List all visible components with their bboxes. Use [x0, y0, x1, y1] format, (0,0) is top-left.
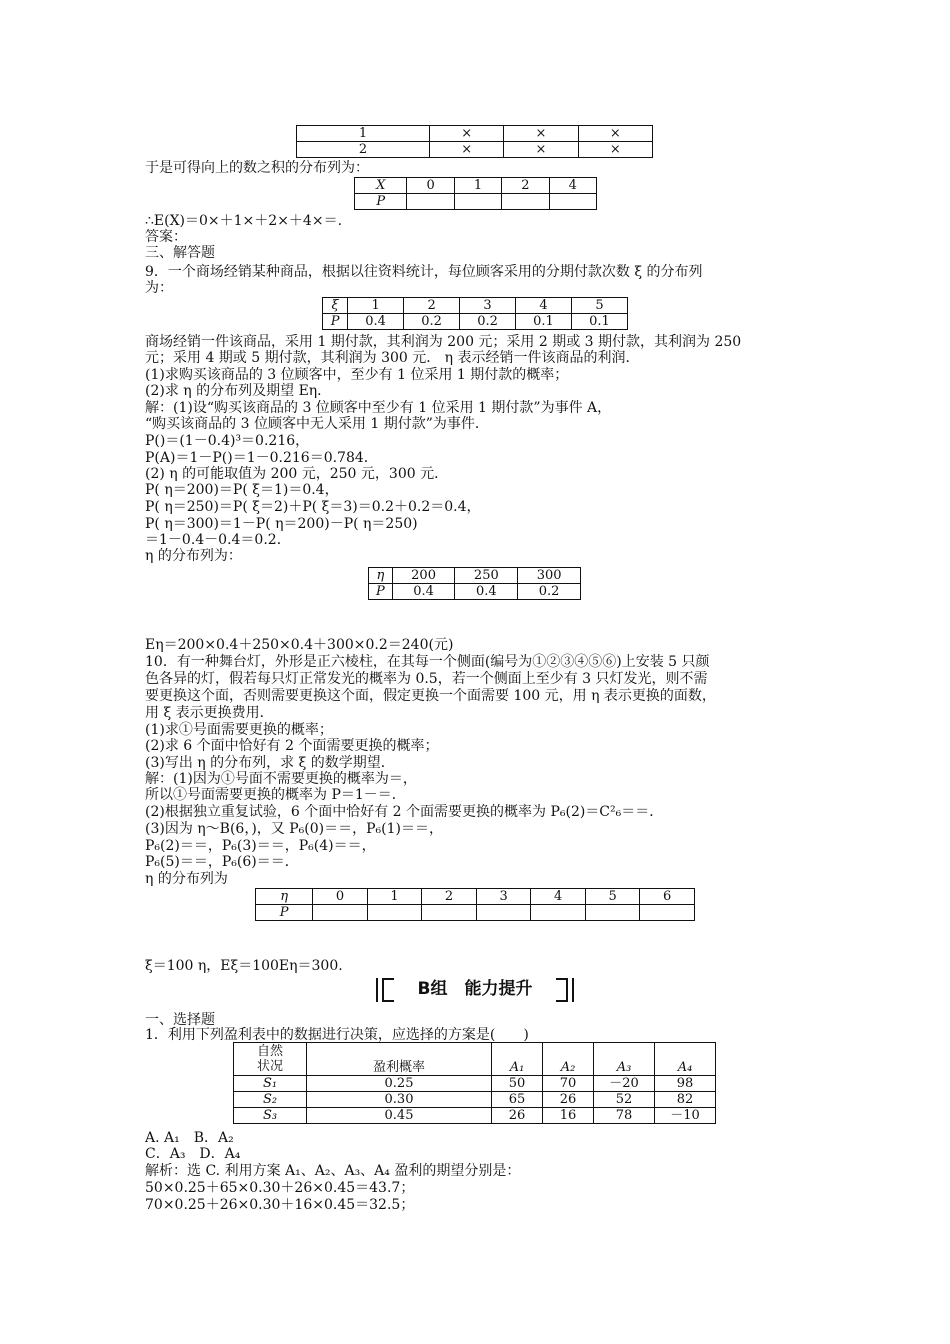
text-line: (2)求 6 个面中恰好有 2 个面需要更换的概率； — [145, 738, 439, 754]
text-line: ＝1－0.4－0.4＝0.2． — [145, 532, 291, 548]
table-eta-distribution-2 — [255, 888, 695, 921]
table-row: η 0 1 2 3 4 5 6 — [256, 889, 695, 905]
table-row: S₁ 0.25 50 70 －20 98 — [234, 1076, 716, 1092]
text-line: “购买该商品的 3 位顾客中无人采用 1 期付款”为事件． — [145, 416, 489, 432]
text-line: ξ＝100 η，Eξ＝100Eη＝300. — [145, 958, 343, 974]
table-top — [296, 125, 653, 158]
text-line: 解：(1)因为①号面不需要更换的概率为＝， — [145, 771, 417, 787]
text-line: η 的分布列为 — [145, 871, 228, 887]
table-row: P — [355, 194, 597, 210]
section-banner — [380, 976, 570, 1002]
text-line: 要更换这个面，否则需要更换这个面，假定更换一个面需要 100 元，用 η 表示更换的面数， — [145, 688, 716, 704]
bracket-decoration — [376, 978, 378, 1002]
bracket-decoration — [556, 978, 568, 1002]
table-profit — [233, 1042, 716, 1124]
table-row: 2 × × × — [297, 142, 653, 158]
text-line: (1)求①号面需要更换的概率； — [145, 722, 333, 738]
banner-title: B组 能力提升 — [417, 979, 533, 999]
text-line: (2) η 的可能取值为 200 元，250 元，300 元． — [145, 466, 449, 482]
text-line: ∴E(X)＝0×＋1×＋2×＋4×＝. — [145, 213, 343, 229]
text-line: C．A₃ D．A₄ — [145, 1146, 241, 1162]
text-line: 解：(1)设“购买该商品的 3 位顾客中至少有 1 位采用 1 期付款”为事件 A， — [145, 400, 612, 416]
section-heading: 三、解答题 — [145, 245, 215, 261]
table-row: ξ 1 2 3 4 5 — [323, 298, 628, 314]
text-line: P(A)＝1－P()＝1－0.216＝0.784． — [145, 450, 378, 466]
text-line: 答案： — [145, 229, 187, 245]
text-line: η 的分布列为： — [145, 548, 242, 564]
table-row: η 200 250 300 — [369, 568, 581, 584]
text-line: 商场经销一件该商品，采用 1 期付款，其利润为 200 元；采用 2 期或 3 期付款，其利润为 250 — [145, 334, 742, 350]
text-line: P₆(2)＝＝，P₆(3)＝＝，P₆(4)＝＝， — [145, 838, 376, 854]
text-line: P₆(5)＝＝，P₆(6)＝＝． — [145, 854, 299, 870]
table-row: S₃ 0.45 26 16 78 －10 — [234, 1108, 716, 1124]
table-row: X 0 1 2 4 — [355, 178, 597, 194]
text-line: P( η＝200)＝P( ξ＝1)＝0.4， — [145, 482, 339, 498]
question-10: 10．有一种舞台灯，外形是正六棱柱，在其每一个侧面(编号为①②③④⑤⑥)上安装 5 只颜 — [145, 654, 710, 670]
text-line: (2)根据独立重复试验，6 个面中恰好有 2 个面需要更换的概率为 P₆(2)＝C²₆＝＝． — [145, 804, 664, 820]
text-line: P( η＝300)＝1－P( η＝200)－P( η＝250) — [145, 516, 418, 532]
text-line: 解析：选 C. 利用方案 A₁、A₂、A₃、A₄ 盈利的期望分别是： — [145, 1163, 521, 1179]
text-line: (1)求购买该商品的 3 位顾客中，至少有 1 位采用 1 期付款的概率； — [145, 367, 569, 383]
text-line: P()＝(1－0.4)³＝0.216， — [145, 433, 310, 449]
table-row: P 0.4 0.4 0.2 — [369, 584, 581, 600]
table-row: 自然 状况 盈利概率 A₁ A₂ A₃ A₄ — [234, 1043, 716, 1076]
text-line: 为： — [145, 280, 173, 296]
table-x-distribution — [354, 177, 597, 210]
section-heading: 一、选择题 — [145, 1012, 215, 1028]
table-row: S₂ 0.30 65 26 52 82 — [234, 1092, 716, 1108]
table-row: P — [256, 905, 695, 921]
text-line: 70×0.25＋26×0.30＋16×0.45＝32.5； — [145, 1197, 415, 1213]
table-xi-distribution — [322, 297, 628, 330]
text-line: 用 ξ 表示更换费用． — [145, 705, 274, 721]
text-line: A. A₁ B．A₂ — [145, 1130, 234, 1146]
table-eta-distribution — [368, 567, 581, 600]
text-line: P( η＝250)＝P( ξ＝2)＋P( ξ＝3)＝0.2＋0.2＝0.4， — [145, 499, 481, 515]
bracket-decoration — [382, 978, 394, 1002]
text-line: (3)因为 η～B(6，)，又 P₆(0)＝＝，P₆(1)＝＝， — [145, 821, 443, 837]
text-line: 元；采用 4 期或 5 期付款，其利润为 300 元． η 表示经销一件该商品的利润． — [145, 350, 640, 366]
question-b1: 1．利用下列盈利表中的数据进行决策，应选择的方案是( ) — [145, 1027, 529, 1043]
text-line: 50×0.25＋65×0.30＋26×0.45＝43.7； — [145, 1180, 415, 1196]
bracket-decoration — [572, 978, 574, 1002]
text-line: 色各异的灯，假若每只灯正常发光的概率为 0.5，若一个侧面上至少有 3 只灯发光，则不需 — [145, 671, 708, 687]
text-line: (3)写出 η 的分布列，求 ξ 的数学期望． — [145, 755, 395, 771]
table-row: P 0.4 0.2 0.2 0.1 0.1 — [323, 314, 628, 330]
text-line: 于是可得向上的数之积的分布列为： — [145, 160, 369, 176]
text-line: (2)求 η 的分布列及期望 Eη． — [145, 383, 332, 399]
table-row: 1 × × × — [297, 126, 653, 142]
text-line: Eη＝200×0.4＋250×0.4＋300×0.2＝240(元) — [145, 637, 454, 653]
question-9: 9．一个商场经销某种商品，根据以往资料统计，每位顾客采用的分期付款次数 ξ 的分布列 — [145, 264, 703, 280]
text-line: 所以①号面需要更换的概率为 P＝1－＝． — [145, 787, 406, 803]
